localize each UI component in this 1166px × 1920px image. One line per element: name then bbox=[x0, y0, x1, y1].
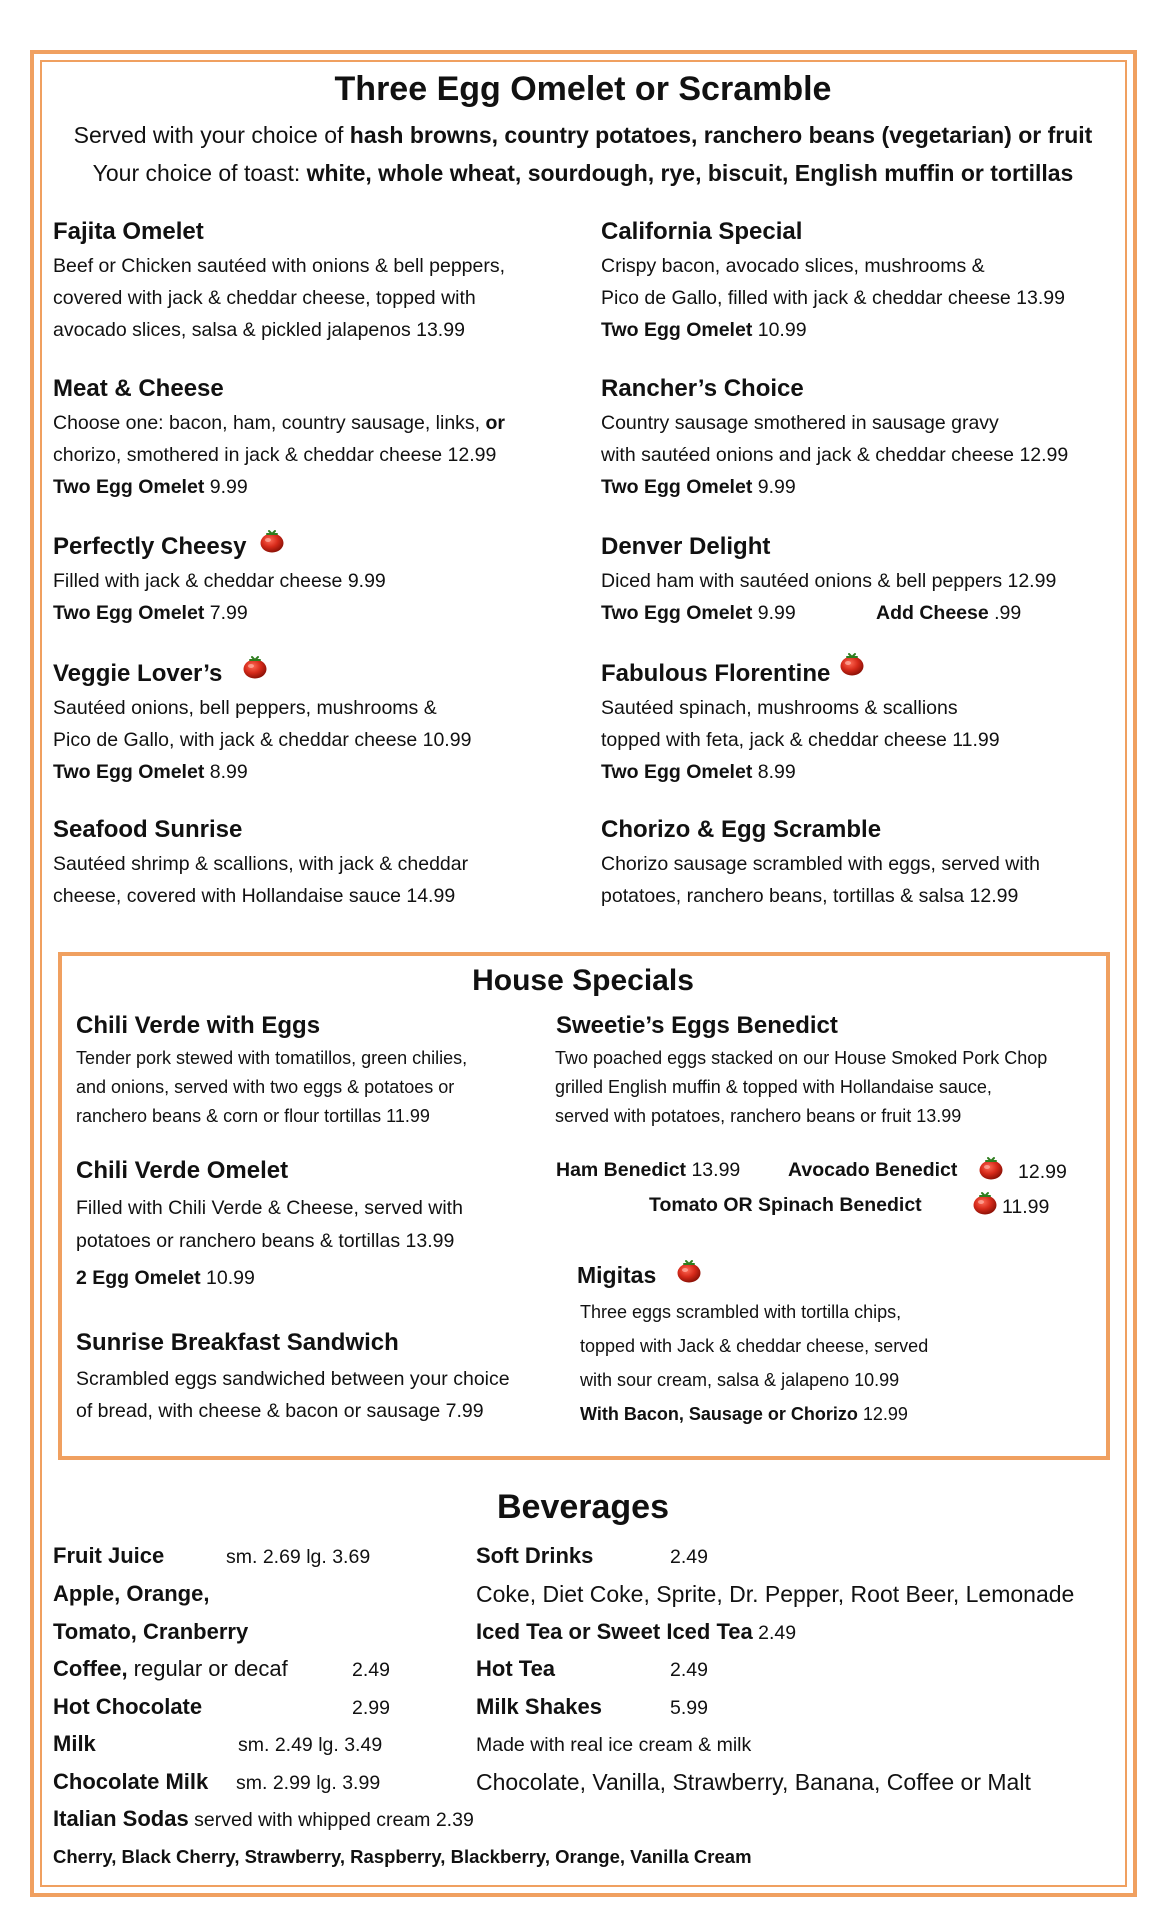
milk-label: Milk bbox=[53, 1731, 96, 1756]
item-name-seafood: Seafood Sunrise bbox=[53, 816, 243, 843]
tomato-icon bbox=[242, 655, 268, 679]
item-desc-chili-verde-eggs: Tender pork stewed with tomatillos, green chilies, and onions, served with two eggs & potatoes or ranchero beans & corn or flour tortillas 11.99 bbox=[76, 1048, 468, 1126]
item-desc-chorizo: Chorizo sausage scrambled with eggs, served with potatoes, ranchero beans, tortillas & salsa 12.99 bbox=[601, 853, 1040, 907]
item-desc-fajita: Beef or Chicken sautéed with onions & bell peppers, covered with jack & cheddar cheese, topped with avocado slices, salsa & pickled jalapenos 13.99 bbox=[53, 255, 506, 341]
item-desc-denver: Diced ham with sautéed onions & bell peppers 12.99 Two Egg Omelet 9.99 bbox=[601, 570, 1057, 624]
hot-tea-label: Hot Tea bbox=[476, 1656, 556, 1681]
item-name-chili-verde-omelet: Chili Verde Omelet bbox=[76, 1157, 289, 1184]
fruit-juice-label: Fruit Juice bbox=[53, 1543, 165, 1568]
item-desc-california: Crispy bacon, avocado slices, mushrooms & Pico de Gallo, filled with jack & cheddar cheese 13.99 Two Egg Omelet 10.99 bbox=[601, 255, 1065, 341]
tomato-icon bbox=[839, 652, 865, 676]
item-desc-florentine: Sautéed spinach, mushrooms & scallions topped with feta, jack & cheddar cheese 11.99 Two Egg Omelet 8.99 bbox=[601, 697, 1000, 783]
sides-line: Served with your choice of hash browns, country potatoes, ranchero beans (vegetarian) or fruit bbox=[73, 122, 1093, 148]
item-desc-benedict: Two poached eggs stacked on our House Smoked Pork Chop grilled English muffin & topped with Hollandaise sauce, served with potatoes, ranchero beans or fruit 13.99 bbox=[555, 1048, 1048, 1126]
item-desc-migitas: Three eggs scrambled with tortilla chips, topped with Jack & cheddar cheese, served with sour cream, salsa & jalapeno 10.99 With Bacon, Sausage or Chorizo 12.99 bbox=[580, 1302, 929, 1424]
item-name-fajita: Fajita Omelet bbox=[53, 218, 204, 245]
item-name-florentine: Fabulous Florentine bbox=[601, 660, 831, 687]
shakes-note: Made with real ice cream & milk bbox=[476, 1734, 752, 1756]
item-desc-seafood: Sautéed shrimp & scallions, with jack & cheddar cheese, covered with Hollandaise sauce 14.99 bbox=[53, 853, 469, 907]
italian-sodas: Italian Sodas served with whipped cream 2.39 bbox=[53, 1806, 474, 1831]
soda-flavors: Cherry, Black Cherry, Strawberry, Raspberry, Blackberry, Orange, Vanilla Cream bbox=[53, 1846, 752, 1867]
item-name-rancher: Rancher’s Choice bbox=[601, 375, 804, 402]
item-name-chili-verde-eggs: Chili Verde with Eggs bbox=[76, 1012, 321, 1039]
tomato-icon bbox=[972, 1191, 998, 1215]
item-name-migitas: Migitas bbox=[577, 1262, 657, 1288]
chocolate-milk-label: Chocolate Milk bbox=[53, 1769, 209, 1794]
omelet-section-title: Three Egg Omelet or Scramble bbox=[334, 70, 832, 108]
item-desc-rancher: Country sausage smothered in sausage gravy with sautéed onions and jack & cheddar cheese 12.99 Two Egg Omelet 9.99 bbox=[601, 412, 1069, 498]
coffee-price: 2.49 bbox=[352, 1659, 390, 1681]
soft-drinks-price: 2.49 bbox=[670, 1546, 708, 1568]
house-specials-title: House Specials bbox=[472, 964, 694, 997]
item-name-sandwich: Sunrise Breakfast Sandwich bbox=[76, 1329, 399, 1356]
hot-tea-price: 2.49 bbox=[670, 1659, 708, 1681]
item-desc-meat-cheese: Choose one: bacon, ham, country sausage, links, or chorizo, smothered in jack & cheddar cheese 12.99 Two Egg Omelet 9.99 bbox=[53, 412, 506, 498]
item-name-chorizo: Chorizo & Egg Scramble bbox=[601, 816, 882, 843]
hot-chocolate-label: Hot Chocolate bbox=[53, 1694, 203, 1719]
juice-flavors-2: Tomato, Cranberry bbox=[53, 1619, 249, 1644]
tomato-spinach-benedict-price: 11.99 bbox=[1002, 1196, 1050, 1218]
item-name-denver: Denver Delight bbox=[601, 533, 771, 560]
item-name-veggie: Veggie Lover’s bbox=[53, 660, 223, 687]
ham-benedict: Ham Benedict 13.99 bbox=[556, 1159, 741, 1181]
chocolate-milk-price: sm. 2.99 lg. 3.99 bbox=[236, 1772, 381, 1794]
toast-line: Your choice of toast: white, whole wheat, sourdough, rye, biscuit, English muffin or tortillas bbox=[92, 160, 1074, 186]
coffee-label: Coffee, regular or decaf bbox=[53, 1656, 288, 1681]
avocado-benedict-price: 12.99 bbox=[1018, 1161, 1067, 1183]
milk-shakes-price: 5.99 bbox=[670, 1697, 708, 1719]
juice-flavors-1: Apple, Orange, bbox=[53, 1581, 210, 1606]
item-name-benedict: Sweetie’s Eggs Benedict bbox=[556, 1012, 838, 1039]
item-desc-veggie: Sautéed onions, bell peppers, mushrooms & Pico de Gallo, with jack & cheddar cheese 10.99 Two Egg Omelet 8.99 bbox=[53, 697, 472, 783]
tomato-icon bbox=[978, 1156, 1004, 1180]
milk-shakes-label: Milk Shakes bbox=[476, 1694, 602, 1719]
avocado-benedict-label: Avocado Benedict bbox=[788, 1159, 958, 1181]
soft-drink-list: Coke, Diet Coke, Sprite, Dr. Pepper, Root Beer, Lemonade bbox=[476, 1581, 1075, 1607]
hot-chocolate-price: 2.99 bbox=[352, 1697, 390, 1719]
item-name-cheesy: Perfectly Cheesy bbox=[53, 533, 247, 560]
tomato-icon bbox=[676, 1259, 702, 1283]
beverages-title: Beverages bbox=[496, 1488, 669, 1526]
item-name-california: California Special bbox=[601, 218, 803, 245]
shake-flavors: Chocolate, Vanilla, Strawberry, Banana, Coffee or Malt bbox=[476, 1769, 1031, 1795]
item-desc-cheesy: Filled with jack & cheddar cheese 9.99 Two Egg Omelet 7.99 bbox=[53, 570, 386, 624]
iced-tea: Iced Tea or Sweet Iced Tea 2.49 bbox=[476, 1619, 797, 1644]
add-cheese: Add Cheese .99 bbox=[876, 602, 1022, 624]
soft-drinks-label: Soft Drinks bbox=[476, 1543, 594, 1568]
item-name-meat-cheese: Meat & Cheese bbox=[53, 375, 224, 402]
milk-price: sm. 2.49 lg. 3.49 bbox=[238, 1734, 383, 1756]
fruit-juice-price: sm. 2.69 lg. 3.69 bbox=[226, 1546, 371, 1568]
tomato-icon bbox=[259, 529, 285, 553]
tomato-spinach-benedict-label: Tomato OR Spinach Benedict bbox=[649, 1194, 922, 1216]
item-desc-chili-verde-omelet: Filled with Chili Verde & Cheese, served with potatoes or ranchero beans & tortillas 13.99 2 Egg Omelet 10.99 bbox=[76, 1197, 463, 1289]
item-desc-sandwich: Scrambled eggs sandwiched between your choice of bread, with cheese & bacon or sausage 7.99 bbox=[76, 1368, 510, 1422]
